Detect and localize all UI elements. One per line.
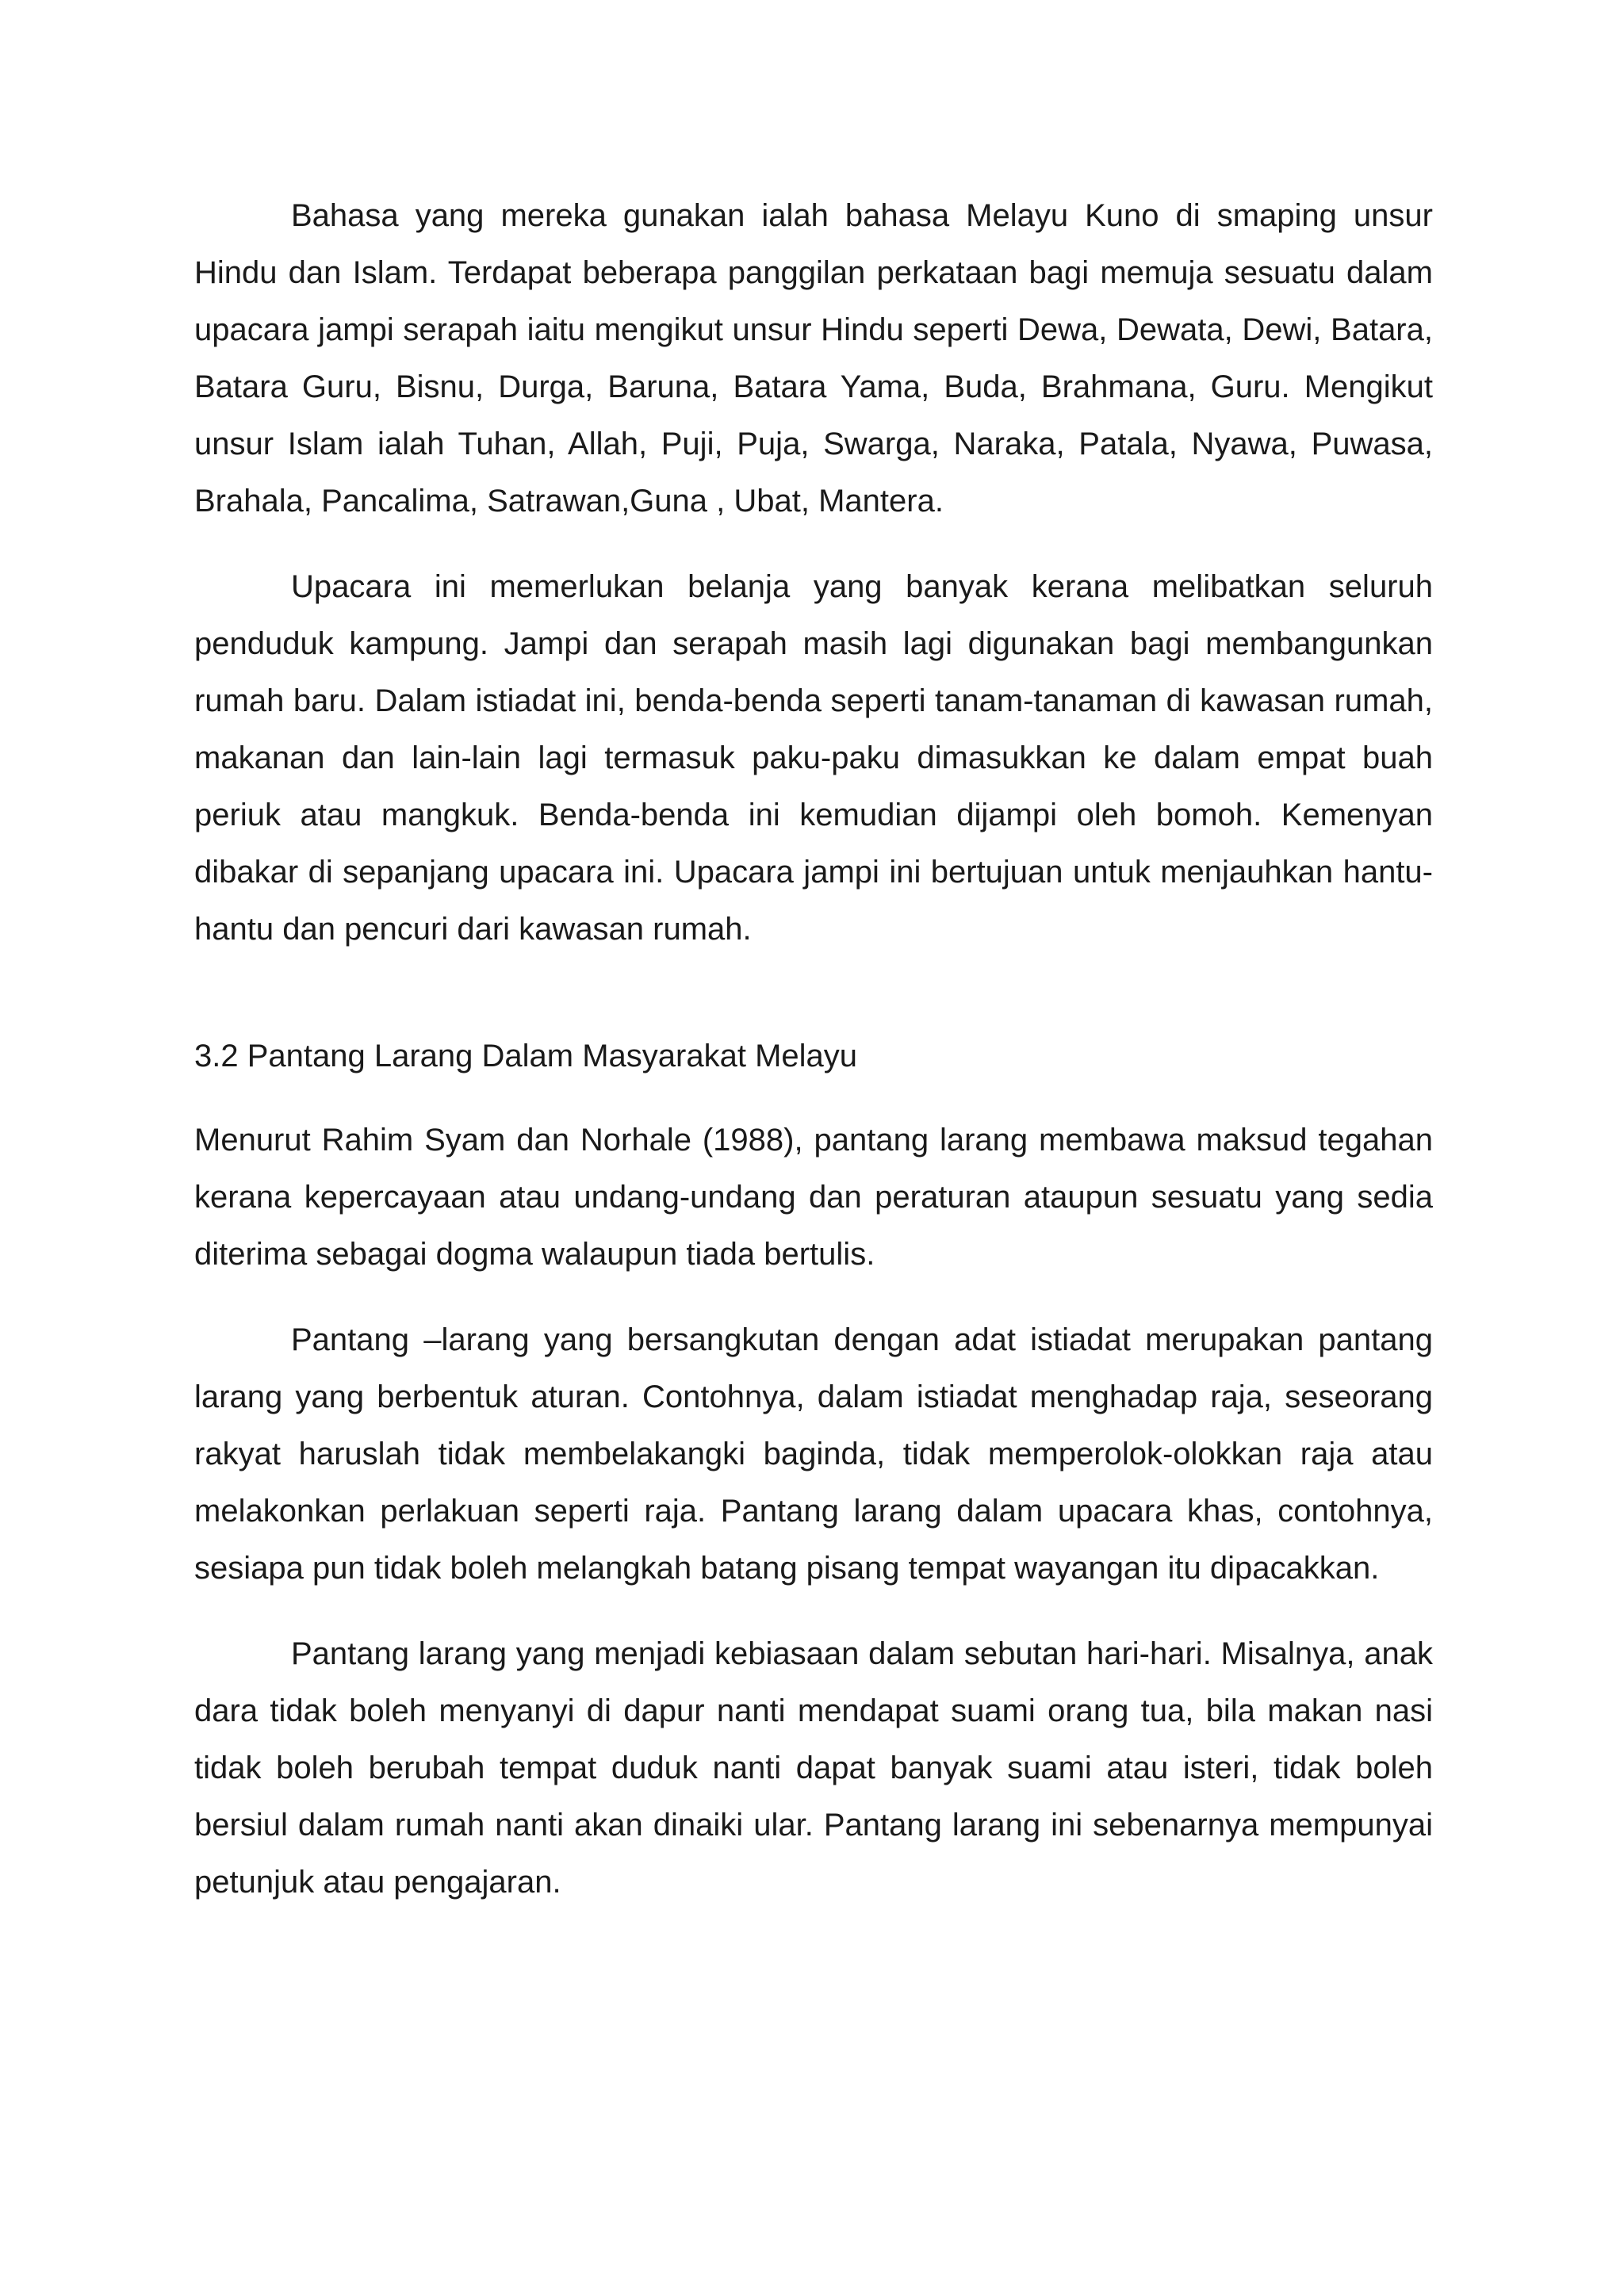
paragraph-definition: Menurut Rahim Syam dan Norhale (1988), pantang larang membawa maksud tegahan kerana kepercayaan atau undang-undang dan peraturan ataupun sesuatu yang sedia diterima sebagai dogma walaupun tiada bertulis.	[194, 1123, 1433, 1272]
body-section-bottom	[194, 1112, 1433, 1911]
paragraph-hindu-islam-terms: Bahasa yang mereka gunakan ialah bahasa Melayu Kuno di smaping unsur Hindu dan Islam. Terdapat beberapa panggilan perkataan bagi memuja sesuatu dalam upacara jampi serapah iaitu mengikut unsur Hindu seperti Dewa, Dewata, Dewi, Batara, Batara Guru, Bisnu, Durga, Baruna, Batara Yama, Buda, Brahmana, Guru. Mengikut unsur Islam ialah Tuhan, Allah, Puji, Puja, Swarga, Naraka, Patala, Nyawa, Puwasa, Brahala, Pancalima, Satrawan,Guna , Ubat, Mantera.	[194, 198, 1433, 519]
section-heading: 3.2 Pantang Larang Dalam Masyarakat Melayu	[194, 1039, 858, 1073]
paragraph-upacara-jampi: Upacara ini memerlukan belanja yang banyak kerana melibatkan seluruh penduduk kampung. Jampi dan serapah masih lagi digunakan bagi membangunkan rumah baru. Dalam istiadat ini, benda-benda seperti tanam-tanaman di kawasan rumah, makanan dan lain-lain lagi termasuk paku-paku dimasukkan ke dalam empat buah periuk atau mangkuk. Benda-benda ini kemudian dijampi oleh bomoh. Kemenyan dibakar di sepanjang upacara ini. Upacara jampi ini bertujuan untuk menjauhkan hantu-hantu dan pencuri dari kawasan rumah.	[194, 569, 1433, 947]
paragraph-kebiasaan: Pantang larang yang menjadi kebiasaan dalam sebutan hari-hari. Misalnya, anak dara tidak boleh menyanyi di dapur nanti mendapat suami orang tua, bila makan nasi tidak boleh berubah tempat duduk nanti dapat banyak suami atau isteri, tidak boleh bersiul dalam rumah nanti akan dinaiki ular. Pantang larang ini sebenarnya mempunyai petunjuk atau pengajaran.	[194, 1636, 1433, 1900]
body-section-top	[194, 187, 1433, 958]
paragraph-adat-istiadat: Pantang –larang yang bersangkutan dengan adat istiadat merupakan pantang larang yang berbentuk aturan. Contohnya, dalam istiadat menghadap raja, seseorang rakyat haruslah tidak membelakangki baginda, tidak memperolok-olokkan raja atau melakonkan perlakuan seperti raja. Pantang larang dalam upacara khas, contohnya, sesiapa pun tidak boleh melangkah batang pisang tempat wayangan itu dipacakkan.	[194, 1322, 1433, 1586]
